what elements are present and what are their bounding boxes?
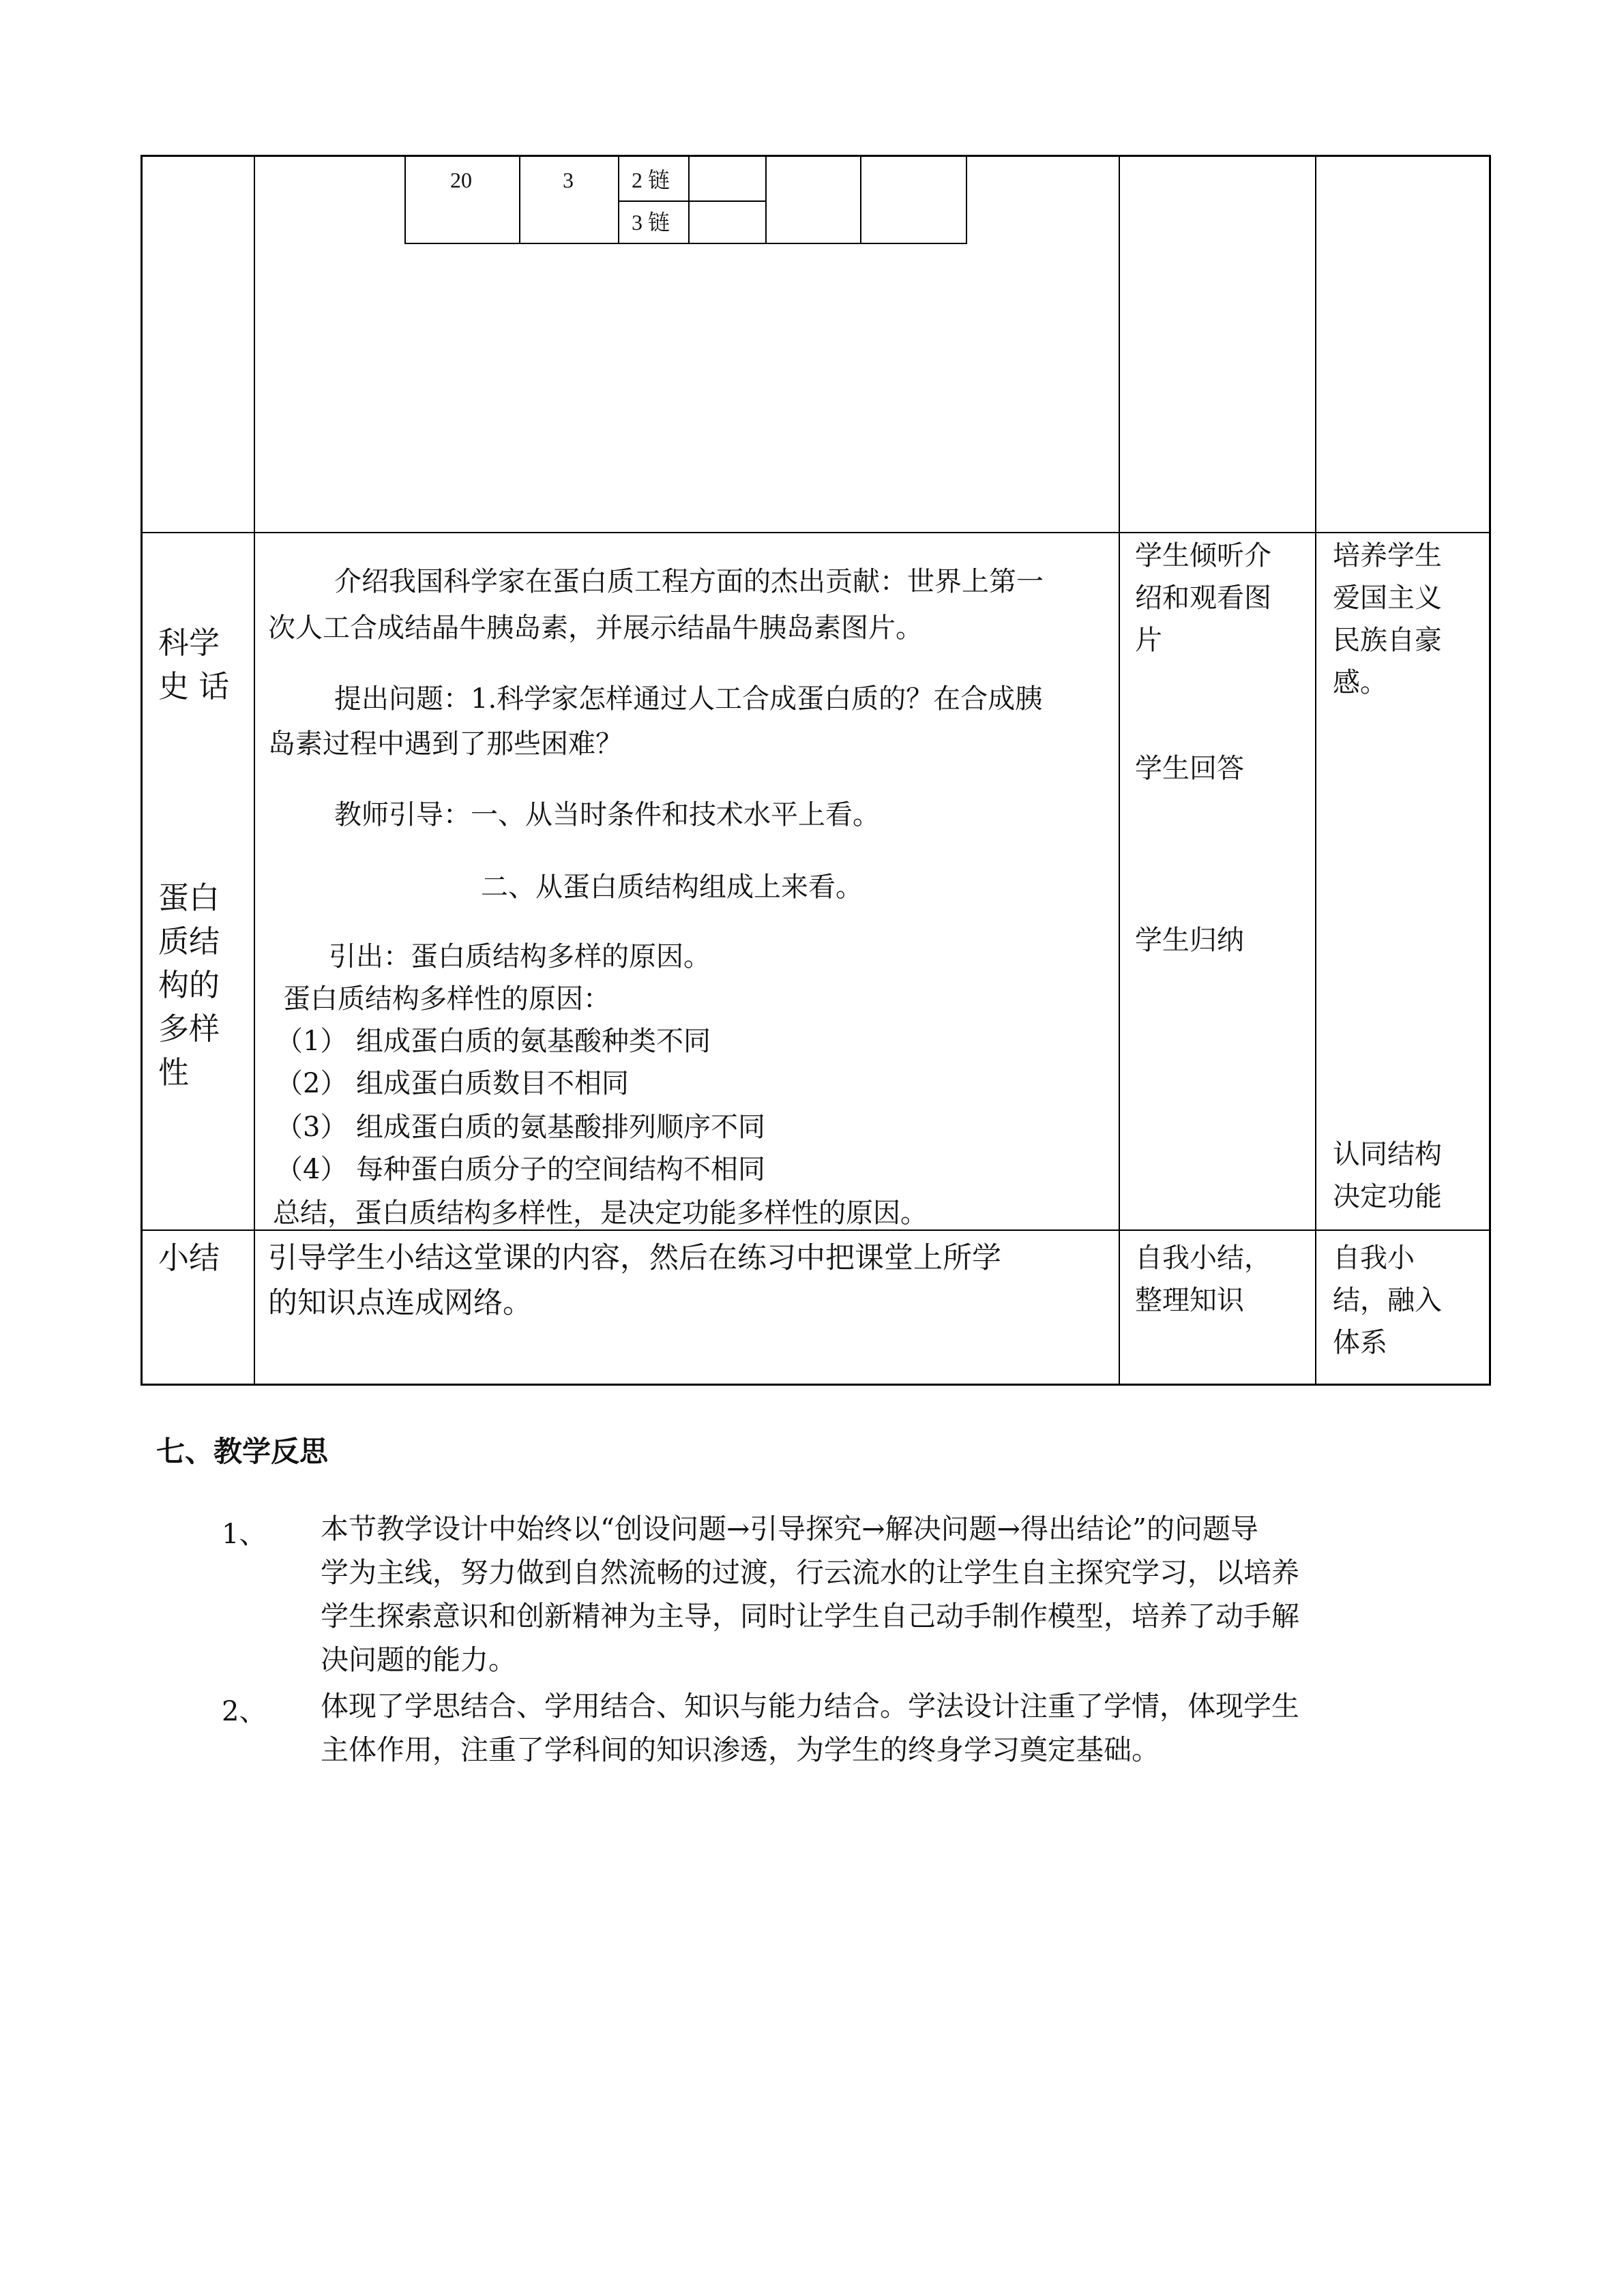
table-col-divider-2 [1119,155,1120,1386]
goal-text: 决定功能 [1333,1181,1442,1212]
row-label-protein: 多样 [158,1011,220,1047]
inner-table-cell: 2 链 [632,168,670,192]
reason-text: 组成蛋白质数目不相同 [356,1068,629,1099]
table-col-divider-3 [1315,155,1316,1386]
student-activity: 片 [1135,625,1162,656]
reason-text: 组成蛋白质的氨基酸种类不同 [356,1026,711,1057]
summary-goal: 体系 [1333,1327,1387,1358]
goal-text: 爱国主义 [1333,582,1442,614]
reason-text: 每种蛋白质分子的空间结构不相同 [356,1154,765,1185]
student-activity: 学生倾听介 [1135,540,1271,571]
summary-goal: 结，融入 [1333,1285,1442,1316]
question-text: 岛素过程中遇到了那些困难？ [268,728,623,760]
row-label-science-1: 科学 [158,625,220,661]
goal-text: 民族自豪 [1333,625,1442,656]
summary-text: 总结，蛋白质结构多样性，是决定功能多样性的原因。 [273,1197,928,1229]
question-text: 提出问题：1.科学家怎样通过人工合成蛋白质的？在合成胰 [334,683,1043,715]
reflection-item-num: 2、 [222,1696,267,1727]
goal-text: 认同结构 [1333,1139,1442,1170]
summary-content: 引导学生小结这堂课的内容，然后在练习中把课堂上所学 [268,1241,1001,1275]
table-border-left [141,155,143,1386]
table-col-divider-1 [254,155,255,1386]
row-label-science-2: 史 话 [158,668,230,704]
reason-num: （4） [276,1154,348,1185]
inner-table-cell: 3 链 [632,210,670,235]
reflection-item-text: 本节教学设计中始终以“创设问题→引导探究→解决问题→得出结论”的问题导 学为主线，努力做到自然流畅的过渡，行云流水的让学生自主探究学习，以培养 学生探索意识和创新精神为主导，同时让学生自己动手制作模型，培养了动手解 决问题的能力。 [321,1512,1299,1676]
section-heading: 七、教学反思 [156,1435,329,1468]
lead-text: 引出：蛋白质结构多样的原因。 [329,941,711,972]
goal-text: 培养学生 [1333,540,1442,571]
goal-text: 感。 [1333,667,1387,698]
inner-table-cell: 3 [563,168,574,192]
reflection-item-text: 体现了学思结合、学用结合、知识与能力结合。学法设计注重了学情，体现学生 主体作用，注重了学科间的知识渗透，为学生的终身学习奠定基础。 [321,1690,1299,1766]
row-label-protein: 性 [158,1054,190,1090]
guide-text: 二、从蛋白质结构组成上来看。 [481,871,863,903]
student-induce: 学生归纳 [1135,925,1244,956]
row-label-protein: 构的 [158,967,220,1003]
student-activity: 绍和观看图 [1135,582,1271,614]
row-label-summary: 小结 [158,1240,220,1276]
table-border-top [141,155,1491,157]
summary-goal: 自我小 [1333,1242,1415,1274]
reason-num: （1） [276,1026,348,1057]
table-border-right [1489,155,1491,1386]
intro-text: 次人工合成结晶牛胰岛素，并展示结晶牛胰岛素图片。 [268,612,923,644]
intro-text: 介绍我国科学家在蛋白质工程方面的杰出贡献：世界上第一 [334,566,1044,597]
reasons-title: 蛋白质结构多样性的原因： [283,983,610,1015]
student-answer: 学生回答 [1135,753,1244,784]
reason-text: 组成蛋白质的氨基酸排列顺序不同 [356,1112,765,1143]
reason-num: （3） [276,1112,348,1143]
row-label-protein: 质结 [158,923,220,959]
table-row-divider-1 [141,532,1491,533]
guide-text: 教师引导：一、从当时条件和技术水平上看。 [334,799,880,831]
summary-content: 的知识点连成网络。 [268,1286,532,1320]
summary-student: 自我小结， [1135,1242,1271,1274]
reason-num: （2） [276,1068,348,1099]
table-border-bottom [141,1384,1491,1386]
inner-table-cell: 20 [450,168,472,192]
summary-student: 整理知识 [1135,1285,1244,1316]
row-label-protein: 蛋白 [158,880,220,916]
reflection-item-num: 1、 [222,1519,267,1550]
